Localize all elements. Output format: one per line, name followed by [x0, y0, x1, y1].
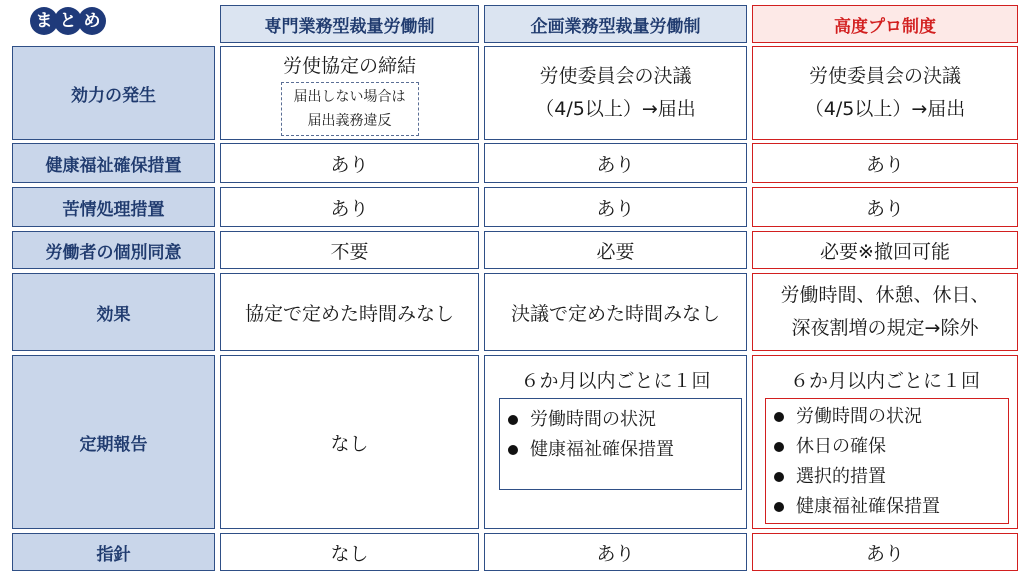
cell-kouryoku-senmon [220, 46, 479, 140]
kouka-kodo-line1: 労働時間、休憩、休日、 [780, 284, 990, 306]
kouryoku-senmon-note-line2: 届出義務違反 [307, 112, 392, 129]
cell-kujou-kodo: あり [752, 187, 1018, 227]
kouryoku-senmon-note-line1: 届出しない場合は [293, 88, 406, 105]
cell-shishin-kikaku: あり [484, 533, 747, 571]
cell-kouka-kikaku: 決議で定めた時間みなし [484, 273, 747, 351]
cell-kenkou-senmon: あり [220, 143, 479, 183]
list-item-text: 労働時間の状況 [796, 406, 922, 427]
header-senmon: 専門業務型裁量労働制 [220, 5, 479, 43]
cell-kujou-kikaku: あり [484, 187, 747, 227]
cell-doui-kodo: 必要※撤回可能 [752, 231, 1018, 269]
list-item-text: 健康福祉確保措置 [796, 496, 940, 517]
cell-doui-senmon: 不要 [220, 231, 479, 269]
header-kikaku: 企画業務型裁量労働制 [484, 5, 747, 43]
cell-kouka-kodo [752, 273, 1018, 351]
list-item [508, 405, 733, 435]
list-item-text: 休日の確保 [796, 436, 886, 457]
row-label-kujou: 苦情処理措置 [12, 187, 215, 227]
badge-char: め [78, 7, 106, 35]
kouryoku-kodo-line1: 労使委員会の決議 [808, 65, 961, 87]
badge-char: と [54, 7, 82, 35]
teiki-kikaku-list [499, 398, 742, 490]
row-label-shishin: 指針 [12, 533, 215, 571]
kouryoku-kikaku-line2: （4/5以上）→届出 [535, 98, 696, 120]
kouryoku-kodo-line2: （4/5以上）→届出 [804, 98, 966, 120]
kouryoku-senmon-note [281, 82, 419, 136]
kouryoku-senmon-text: 労使協定の締結 [282, 54, 416, 77]
badge-char: ま [30, 7, 58, 35]
bullet-icon [774, 502, 784, 512]
bullet-icon [774, 412, 784, 422]
bullet-icon [774, 472, 784, 482]
row-label-kenkou: 健康福祉確保措置 [12, 143, 215, 183]
kouryoku-kikaku-line1: 労使委員会の決議 [539, 65, 692, 87]
row-label-kouka: 効果 [12, 273, 215, 351]
list-item [774, 492, 1000, 522]
list-item [774, 432, 1000, 462]
teiki-kodo-frequency: ６か月以内ごとに１回 [789, 370, 980, 392]
teiki-kodo-list [765, 398, 1009, 524]
cell-teiki-kodo [752, 355, 1018, 529]
cell-shishin-kodo: あり [752, 533, 1018, 571]
bullet-icon [774, 442, 784, 452]
bullet-icon [508, 415, 518, 425]
list-item [774, 402, 1000, 432]
list-item-text: 労働時間の状況 [530, 409, 656, 430]
list-item [774, 462, 1000, 492]
row-label-doui: 労働者の個別同意 [12, 231, 215, 269]
cell-shishin-senmon: なし [220, 533, 479, 571]
cell-kouryoku-kikaku [484, 46, 747, 140]
list-item-text: 選択的措置 [796, 466, 886, 487]
cell-teiki-senmon: なし [220, 355, 479, 529]
header-kodo: 高度プロ制度 [752, 5, 1018, 43]
cell-doui-kikaku: 必要 [484, 231, 747, 269]
cell-kujou-senmon: あり [220, 187, 479, 227]
kouka-kodo-line2: 深夜割増の規定→除外 [791, 317, 979, 339]
teiki-kikaku-frequency: ６か月以内ごとに１回 [520, 370, 711, 392]
row-label-teiki: 定期報告 [12, 355, 215, 529]
summary-badge [30, 7, 106, 35]
cell-kenkou-kodo: あり [752, 143, 1018, 183]
row-label-kouryoku: 効力の発生 [12, 46, 215, 140]
list-item-text: 健康福祉確保措置 [530, 439, 674, 460]
bullet-icon [508, 445, 518, 455]
list-item [508, 435, 733, 465]
cell-kenkou-kikaku: あり [484, 143, 747, 183]
cell-kouryoku-kodo [752, 46, 1018, 140]
cell-kouka-senmon: 協定で定めた時間みなし [220, 273, 479, 351]
cell-teiki-kikaku [484, 355, 747, 529]
